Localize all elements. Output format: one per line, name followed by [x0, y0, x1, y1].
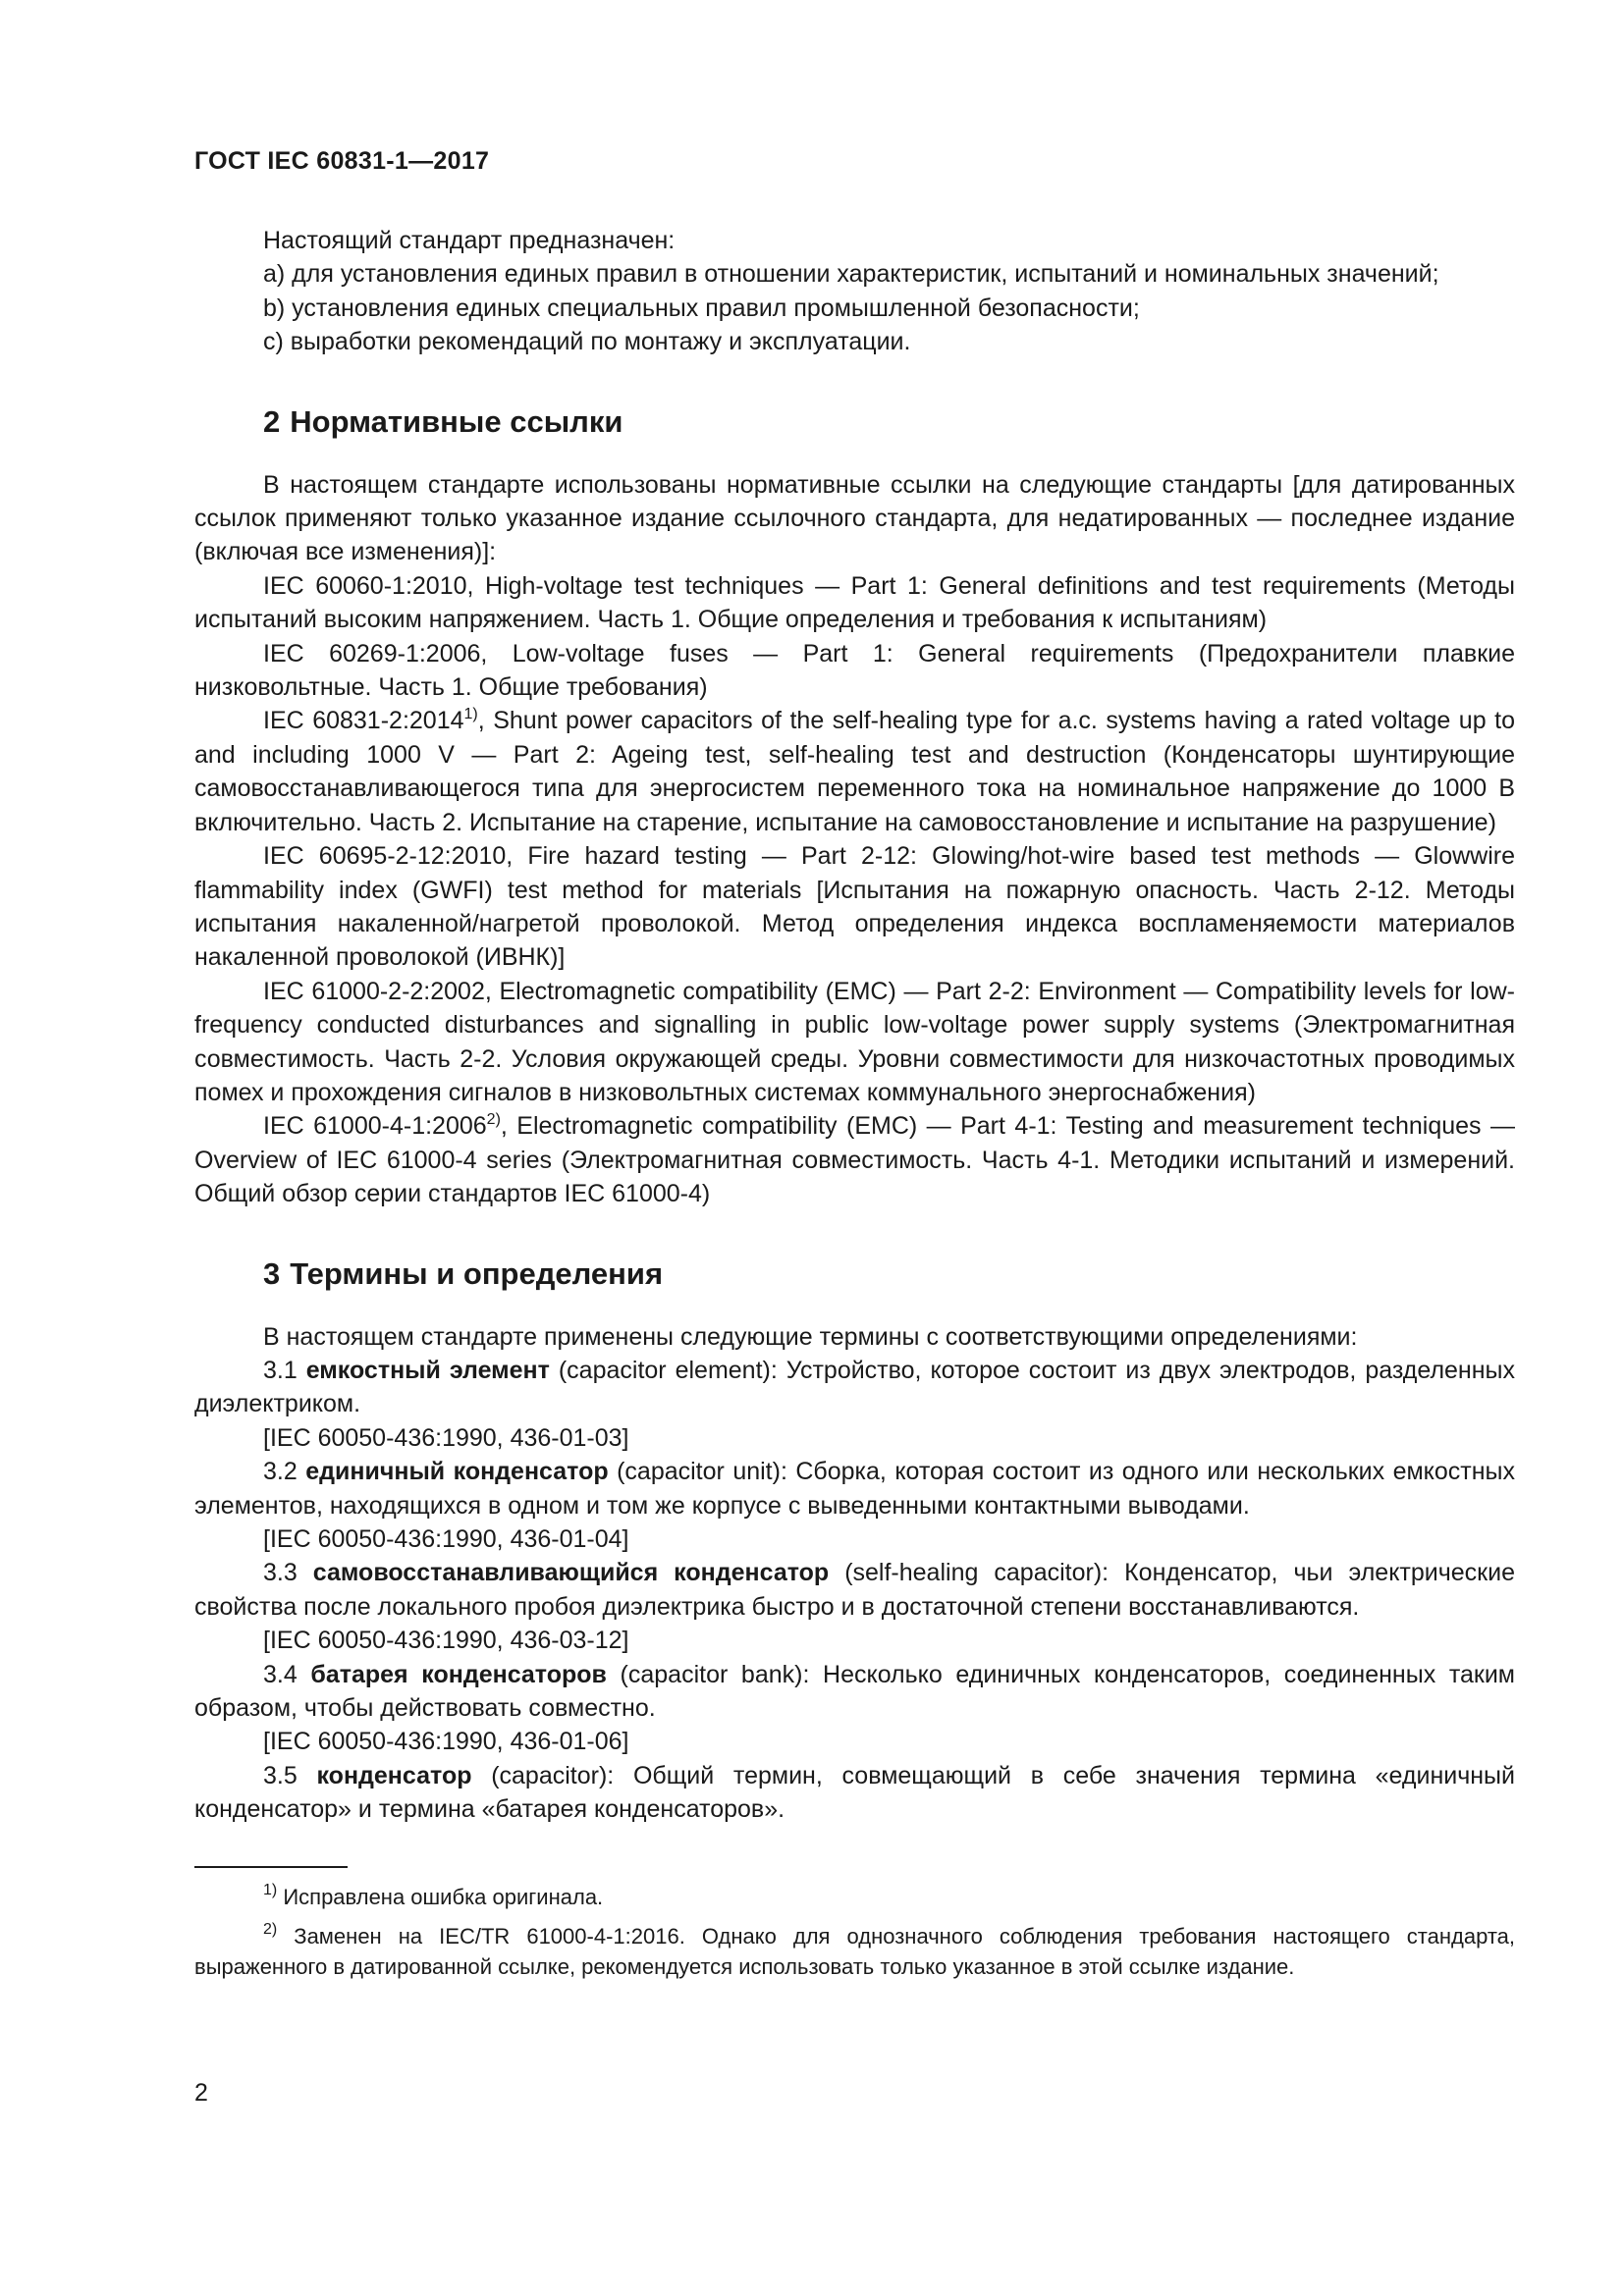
- normative-reference: IEC 61000-2-2:2002, Electromagnetic compatibility (EMC) — Part 2-2: Environment — Compatibility levels for low-frequency conducted disturbances and signalling in public low-voltage power supply systems (Электромагнитная совместимость. Часть 2-2. Условия окружающей среды. Уровни совместимости для низкочастотных проводимых помех и прохождения сигналов в низковольтных системах коммунального энергоснабжения): [194, 977, 1515, 1106]
- intro-item-c: c) выработки рекомендаций по монтажу и эксплуатации.: [263, 328, 911, 356]
- term-definition: [194, 1455, 1515, 1522]
- term-source: [IEC 60050-436:1990, 436-01-04]: [263, 1525, 629, 1553]
- section-3-lead: В настоящем стандарте применены следующие термины с соответствующими определениями:: [263, 1322, 1358, 1351]
- footnote-mark: 2): [263, 1920, 278, 1938]
- intro-lead: Настоящий стандарт предназначен:: [263, 227, 676, 254]
- section-3-title: Термины и определения: [290, 1255, 664, 1291]
- intro-item-a: a) для установления единых правил в отношении характеристик, испытаний и номинальных значений;: [263, 260, 1439, 289]
- term-definition: [194, 1658, 1515, 1726]
- reference-code: IEC 60831-2:2014: [263, 707, 464, 735]
- footnote-2: [194, 1921, 1515, 1982]
- footnote-marker[interactable]: 2): [486, 1111, 501, 1129]
- section-2-heading: [194, 402, 1515, 442]
- footnote-marker[interactable]: 1): [463, 706, 478, 723]
- footnote-1: [194, 1882, 1515, 1912]
- term-source: [IEC 60050-436:1990, 436-01-06]: [263, 1728, 629, 1756]
- term-definition: [194, 1556, 1515, 1624]
- page-body: [194, 224, 1515, 1991]
- normative-reference: IEC 60060-1:2010, High-voltage test techniques — Part 1: General definitions and test requirements (Методы испытаний высоким напряжением. Часть 1. Общие определения и требования к испытаниям): [194, 571, 1515, 634]
- normative-reference: IEC 60695-2-12:2010, Fire hazard testing — Part 2-12: Glowing/hot-wire based test methods — Glowwire flammability index (GWFI) test method for materials [Испытания на пожарную опасность. Часть 2-12. Методы испытания накаленной/нагретой проволокой. Метод определения индекса воспламеняемости материалов накаленной проволокой (ИВНК)]: [194, 842, 1515, 972]
- term-number: 3.1: [263, 1356, 298, 1384]
- footnote-separator: [194, 1866, 348, 1868]
- term-number: 3.5: [263, 1761, 298, 1789]
- section-2-number: 2: [263, 403, 281, 439]
- section-3-number: 3: [263, 1255, 281, 1291]
- term-text: (capacitor unit): Сборка, которая состоит из одного или нескольких емкостных элементов, находящихся в одном и том же корпусе с выведенными контактными выводами.: [194, 1458, 1516, 1520]
- term-name: единичный конденсатор: [305, 1458, 609, 1486]
- section-2-lead: В настоящем стандарте использованы нормативные ссылки на следующие стандарты [для датированных ссылок применяют только указанное издание ссылочного стандарта, для недатированных — последнее издание (включая все изменения)]:: [194, 470, 1515, 566]
- term-text: (capacitor): Общий термин, совмещающий в себе значения термина «единичный конденсатор» и термина «батарея конденсаторов».: [194, 1761, 1515, 1824]
- term-name: самовосстанавливающийся конденсатор: [312, 1559, 830, 1587]
- section-2-title: Нормативные ссылки: [290, 403, 623, 439]
- term-text: (self-healing capacitor): Конденсатор, чьи электрические свойства после локального пробоя диэлектрика быстро и в достаточной степени восстанавливаются.: [194, 1559, 1515, 1621]
- term-name: конденсатор: [316, 1761, 472, 1789]
- reference-text: , Electromagnetic compatibility (EMC) — Part 4-1: Testing and measurement techniques — Overview of IEC 61000-4 series (Электромагнитная совместимость. Часть 4-1. Методики испытаний и измерений. Общий обзор серии стандартов IEC 61000-4): [194, 1112, 1515, 1208]
- normative-reference: [194, 1109, 1515, 1210]
- intro-item-b: b) установления единых специальных правил промышленной безопасности;: [263, 294, 1140, 322]
- normative-reference: IEC 60269-1:2006, Low-voltage fuses — Part 1: General requirements (Предохранители плавкие низковольтные. Часть 1. Общие требования): [194, 639, 1515, 702]
- footnotes: [194, 1882, 1515, 1982]
- normative-reference: [194, 704, 1515, 839]
- page-number: 2: [194, 2079, 208, 2107]
- term-number: 3.2: [263, 1458, 298, 1486]
- term-number: 3.4: [263, 1660, 298, 1688]
- term-name: емкостный элемент: [305, 1356, 550, 1384]
- section-3-heading: [194, 1255, 1515, 1294]
- term-source: [IEC 60050-436:1990, 436-03-12]: [263, 1627, 629, 1655]
- term-text: (capacitor element): Устройство, которое состоит из двух электродов, разделенных диэлектриком.: [194, 1356, 1516, 1418]
- footnote-text: Заменен на IEC/TR 61000-4-1:2016. Однако для однозначного соблюдения требования настоящего стандарта, выраженного в датированной ссылке, рекомендуется использовать только указанное в этой ссылке издание.: [194, 1923, 1515, 1979]
- term-number: 3.3: [263, 1559, 298, 1587]
- reference-text: , Shunt power capacitors of the self-healing type for a.c. systems having a rated voltage up to and including 1000 V — Part 2: Ageing test, self-healing test and destruction (Конденсаторы шунтирующие самовосстанавливающегося типа для энергосистем переменного тока на номинальное напряжение до 1000 В включительно. Часть 2. Испытание на старение, испытание на самовосстановление и испытание на разрушение): [194, 707, 1515, 836]
- term-definition: [194, 1759, 1515, 1827]
- document-code-header: ГОСТ IEC 60831-1—2017: [194, 147, 490, 175]
- term-text: (capacitor bank): Несколько единичных конденсаторов, соединенных таким образом, чтобы действовать совместно.: [194, 1660, 1515, 1723]
- term-name: батарея конденсаторов: [310, 1660, 607, 1688]
- reference-code: IEC 61000-4-1:2006: [263, 1112, 487, 1141]
- term-source: [IEC 60050-436:1990, 436-01-03]: [263, 1423, 629, 1452]
- footnote-mark: 1): [263, 1881, 278, 1898]
- term-definition: [194, 1354, 1515, 1421]
- footnote-text: Исправлена ошибка оригинала.: [277, 1884, 604, 1909]
